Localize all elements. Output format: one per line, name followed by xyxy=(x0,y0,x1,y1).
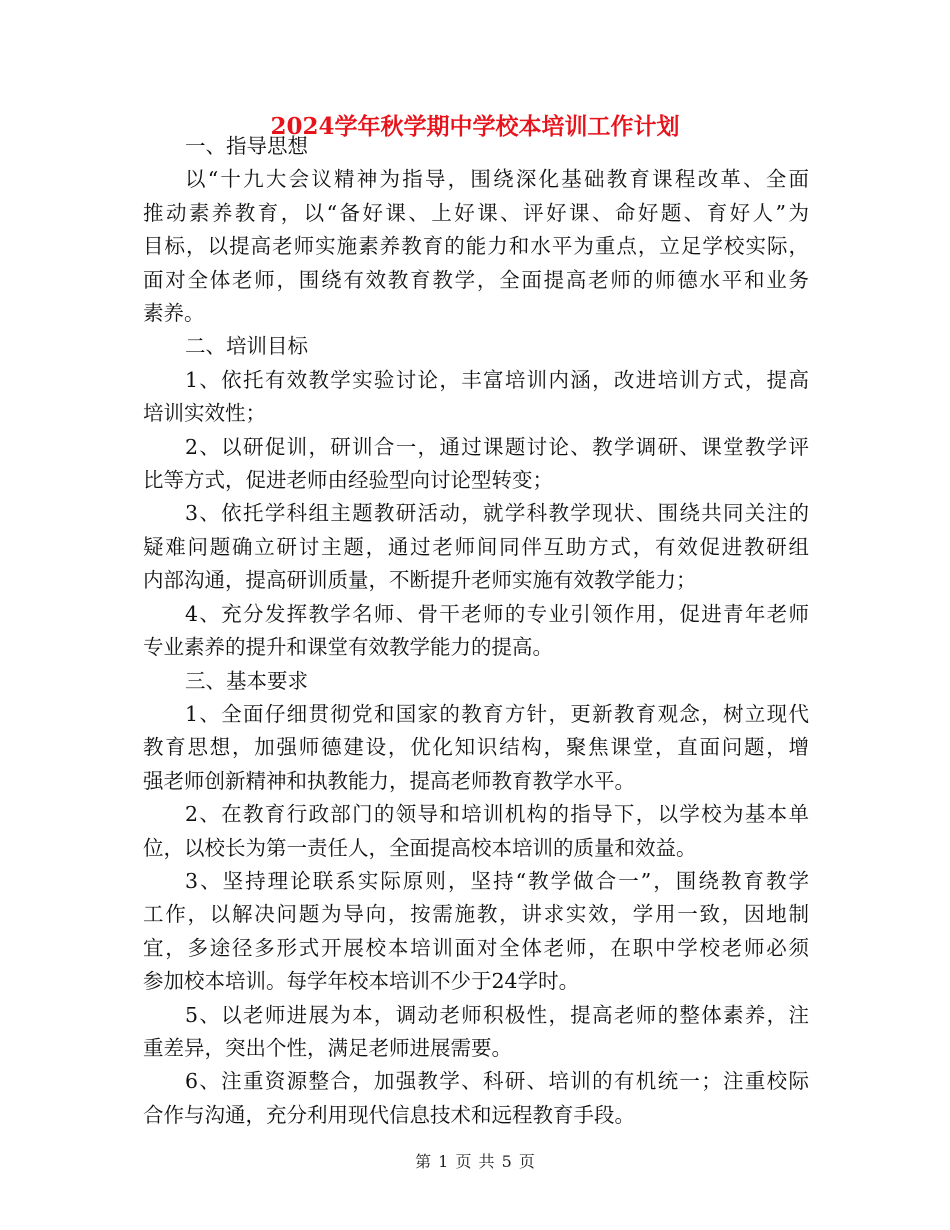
paragraph-line: 重差异，突出个性，满足老师进展需要。 xyxy=(143,1035,512,1060)
paragraph-line: 2、在教育行政部门的领导和培训机构的指导下，以学校为基本单 xyxy=(185,802,809,827)
document-title: 2024学年秋学期中学校本培训工作计划 xyxy=(270,113,680,140)
paragraph-line: 专业素养的提升和课堂有效教学能力的提高。 xyxy=(143,635,553,660)
paragraph-line: 6、注重资源整合，加强教学、科研、培训的有机统一；注重校际 xyxy=(185,1069,809,1094)
section-heading: 二、培训目标 xyxy=(185,334,308,359)
paragraph-line: 强老师创新精神和执教能力，提高老师教育教学水平。 xyxy=(143,768,635,793)
paragraph-line: 素养。 xyxy=(143,301,205,326)
paragraph-line: 面对全体老师，围绕有效教育教学，全面提高老师的师德水平和业务 xyxy=(143,267,809,292)
paragraph-line: 合作与沟通，充分利用现代信息技术和远程教育手段。 xyxy=(143,1102,635,1127)
paragraph-line: 5、以老师进展为本，调动老师积极性，提高老师的整体素养，注 xyxy=(185,1002,809,1027)
page-number-footer: 第 1 页 共 5 页 xyxy=(415,1152,535,1171)
paragraph-line: 目标，以提高老师实施素养教育的能力和水平为重点，立足学校实际， xyxy=(143,234,809,259)
paragraph-line: 教育思想，加强师德建设，优化知识结构，聚焦课堂，直面问题，增 xyxy=(143,735,809,760)
document-body xyxy=(143,130,809,1132)
paragraph-line: 2、以研促训，研训合一，通过课题讨论、教学调研、课堂教学评 xyxy=(185,434,809,459)
paragraph-line: 4、充分发挥教学名师、骨干老师的专业引领作用，促进青年老师 xyxy=(185,601,809,626)
section-heading: 一、指导思想 xyxy=(185,134,308,158)
paragraph-line: 工作，以解决问题为导向，按需施教，讲求实效，学用一致，因地制 xyxy=(143,902,809,927)
paragraph-line: 宜，多途径多形式开展校本培训面对全体老师，在职中学校老师必须 xyxy=(143,935,809,960)
paragraph-line: 3、坚持理论联系实际原则，坚持“教学做合一”，围绕教育教学 xyxy=(185,868,809,893)
paragraph-line: 1、全面仔细贯彻党和国家的教育方针，更新教育观念，树立现代 xyxy=(185,701,809,726)
section-heading: 三、基本要求 xyxy=(185,668,308,693)
paragraph-line: 比等方式，促进老师由经验型向讨论型转变； xyxy=(143,468,553,493)
paragraph-line: 疑难问题确立研讨主题，通过老师间同伴互助方式，有效促进教研组 xyxy=(143,534,809,559)
paragraph-line: 位，以校长为第一责任人，全面提高校本培训的质量和效益。 xyxy=(143,835,697,860)
paragraph-line: 1、依托有效教学实验讨论，丰富培训内涵，改进培训方式，提高 xyxy=(185,367,809,392)
paragraph-line: 推动素养教育，以“备好课、上好课、评好课、命好题、育好人”为 xyxy=(143,200,809,225)
paragraph-line: 培训实效性； xyxy=(143,401,266,426)
paragraph-line: 内部沟通，提高研训质量，不断提升老师实施有效教学能力； xyxy=(143,568,697,593)
paragraph-line: 3、依托学科组主题教研活动，就学科教学现状、围绕共同关注的 xyxy=(185,501,809,526)
paragraph-line: 以“十九大会议精神为指导，围绕深化基础教育课程改革、全面 xyxy=(185,167,809,192)
paragraph-line: 参加校本培训。每学年校本培训不少于24学时。 xyxy=(143,969,580,994)
